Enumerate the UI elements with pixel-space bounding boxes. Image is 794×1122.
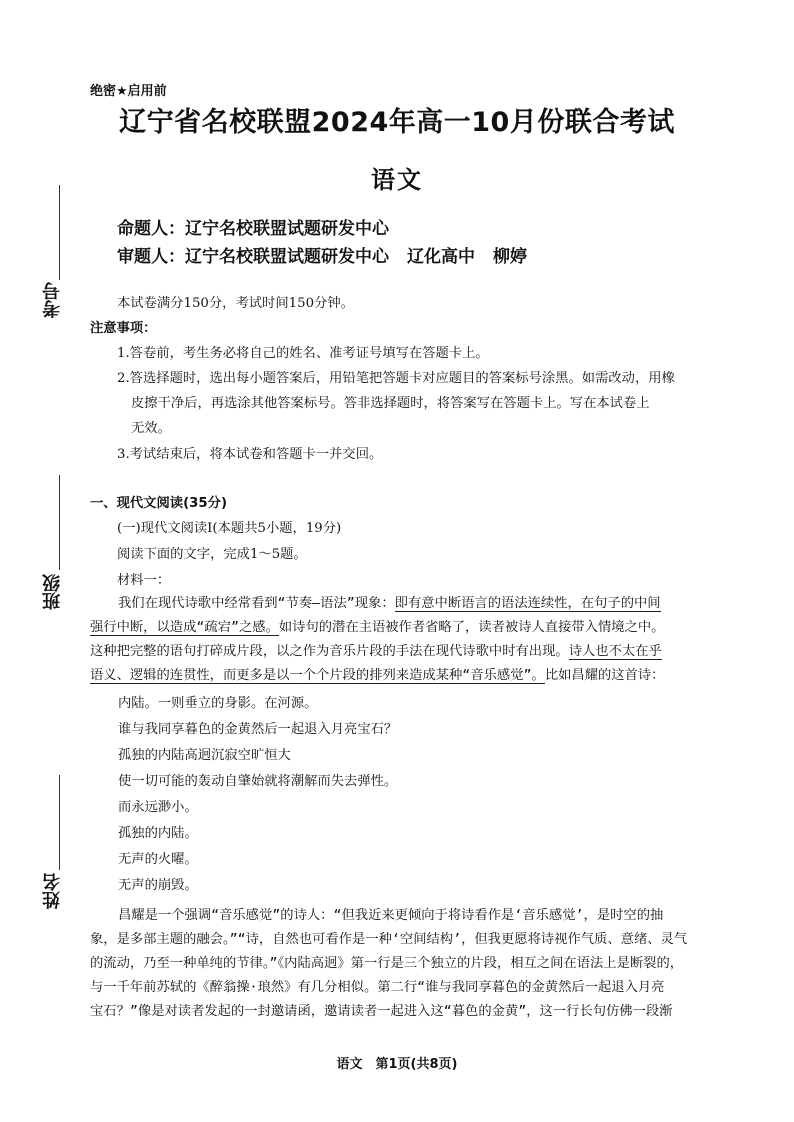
passage-text: 这种把完整的语句打碎成片段，以之作为音乐片段的手法在现代诗歌中时有出现。 xyxy=(90,644,569,659)
score-note: 本试卷满分150分，考试时间150分钟。 xyxy=(117,296,354,311)
reviewer-line xyxy=(117,242,527,267)
passage-line: 宝石？”像是对读者发起的一封邀请函，邀请读者一起进入这“暮色的金黄”，这一行长句仿佛一段渐 xyxy=(90,1004,673,1019)
poem-line: 而永远渺小。 xyxy=(118,800,198,815)
notice-item-2-cont: 皮擦干净后，再选涂其他答案标号。答非选择题时，将答案写在答题卡上。写在本试卷上 xyxy=(131,396,650,411)
reading-direction: 阅读下面的文字，完成1～5题。 xyxy=(117,547,307,562)
poem-line: 孤独的内陆高迥沉寂空旷恒大 xyxy=(118,748,291,763)
reviewer-school: 辽化高中 xyxy=(407,247,475,267)
passage-text: 我们在现代诗歌中经常看到“节奏—语法”现象： xyxy=(118,596,395,611)
exam-title: 辽宁省名校联盟2024年高一10月份联合考试 xyxy=(119,107,675,138)
notice-heading: 注意事项： xyxy=(90,321,157,336)
passage-line xyxy=(90,664,710,688)
underlined-text: 语义、逻辑的连贯性，而更多是以一个个片段的排列来造成某种“音乐感觉”。 xyxy=(90,668,545,683)
poem-line: 无声的火曜。 xyxy=(118,852,198,867)
confidential-mark: 绝密★启用前 xyxy=(90,84,167,99)
class-label: 班级 xyxy=(42,574,63,610)
reviewer-label: 审题人： xyxy=(117,247,185,267)
page-footer: 语文 第1页(共8页) xyxy=(336,1057,458,1072)
exam-no-underline xyxy=(59,185,60,280)
exam-no-label: 考号 xyxy=(42,282,63,318)
passage-text: 如诗句的潜在主语被作者省略了，读者被诗人直接带入情境之中。 xyxy=(278,620,665,635)
underlined-text: 即有意中断语言的语法连续性，在句子的中间 xyxy=(394,596,661,611)
section-heading: 一、现代文阅读(35分) xyxy=(90,496,228,511)
passage-text: 比如昌耀的这首诗： xyxy=(544,668,665,683)
notice-item-1: 1.答卷前，考生务必将自己的姓名、准考证号填写在答题卡上。 xyxy=(117,346,489,361)
poem-line: 谁与我同享暮色的金黄然后一起退入月亮宝石？ xyxy=(118,722,398,737)
setter-label: 命题人： xyxy=(117,219,185,239)
material-label: 材料一： xyxy=(117,573,171,588)
reviewer-org: 辽宁名校联盟试题研发中心 xyxy=(185,247,389,267)
poem-line: 使一切可能的轰动自肇始就将潮解而失去弹性。 xyxy=(118,774,398,789)
name-underline xyxy=(59,775,60,870)
passage-line: 象，是多部主题的融会。”“诗，自然也可看作是一种‘空间结构’，但我更愿将诗视作气质、意绪、灵气 xyxy=(90,932,688,947)
underlined-text: 强行中断，以造成“疏宕”之感。 xyxy=(90,620,279,635)
reviewer-name: 柳婷 xyxy=(493,247,527,267)
passage-line xyxy=(90,616,710,640)
poem-block xyxy=(118,691,397,899)
passage-paragraph-1 xyxy=(90,592,710,688)
passage-line: 昌耀是一个强调“音乐感觉”的诗人：“但我近来更倾向于将诗看作是‘音乐感觉’，是时空的抽 xyxy=(118,908,664,923)
poem-line: 内陆。一则垂立的身影。在河源。 xyxy=(118,696,318,711)
passage-line: 与一千年前苏轼的《醉翁操·琅然》有几分相似。第二行“谁与我同享暮色的金黄然后一起退入月亮 xyxy=(90,980,665,995)
setter-name: 辽宁名校联盟试题研发中心 xyxy=(185,219,389,239)
notice-item-3: 3.考试结束后，将本试卷和答题卡一并交回。 xyxy=(117,447,383,462)
notice-item-2-end: 无效。 xyxy=(131,421,171,436)
poem-line: 孤独的内陆。 xyxy=(118,826,198,841)
subject-title: 语文 xyxy=(371,166,423,194)
name-label: 姓名 xyxy=(42,873,63,909)
passage-paragraph-2 xyxy=(90,904,710,1024)
passage-line xyxy=(90,592,710,616)
setter-line xyxy=(117,214,389,239)
passage-line xyxy=(90,640,710,664)
notice-item-2: 2.答选择题时，选出每小题答案后，用铅笔把答题卡对应题目的答案标号涂黑。如需改动，用橡 xyxy=(117,371,675,386)
underlined-text: 诗人也不太在乎 xyxy=(568,644,662,659)
class-underline xyxy=(59,475,60,570)
passage-line: 的流动，乃至一种单纯的节律。”《内陆高迥》第一行是三个独立的片段，相互之间在语法上是断裂的， xyxy=(90,956,684,971)
poem-line: 无声的崩毁。 xyxy=(118,878,198,893)
subsection-heading: (一)现代文阅读Ⅰ(本题共5小题，19分) xyxy=(117,521,342,536)
